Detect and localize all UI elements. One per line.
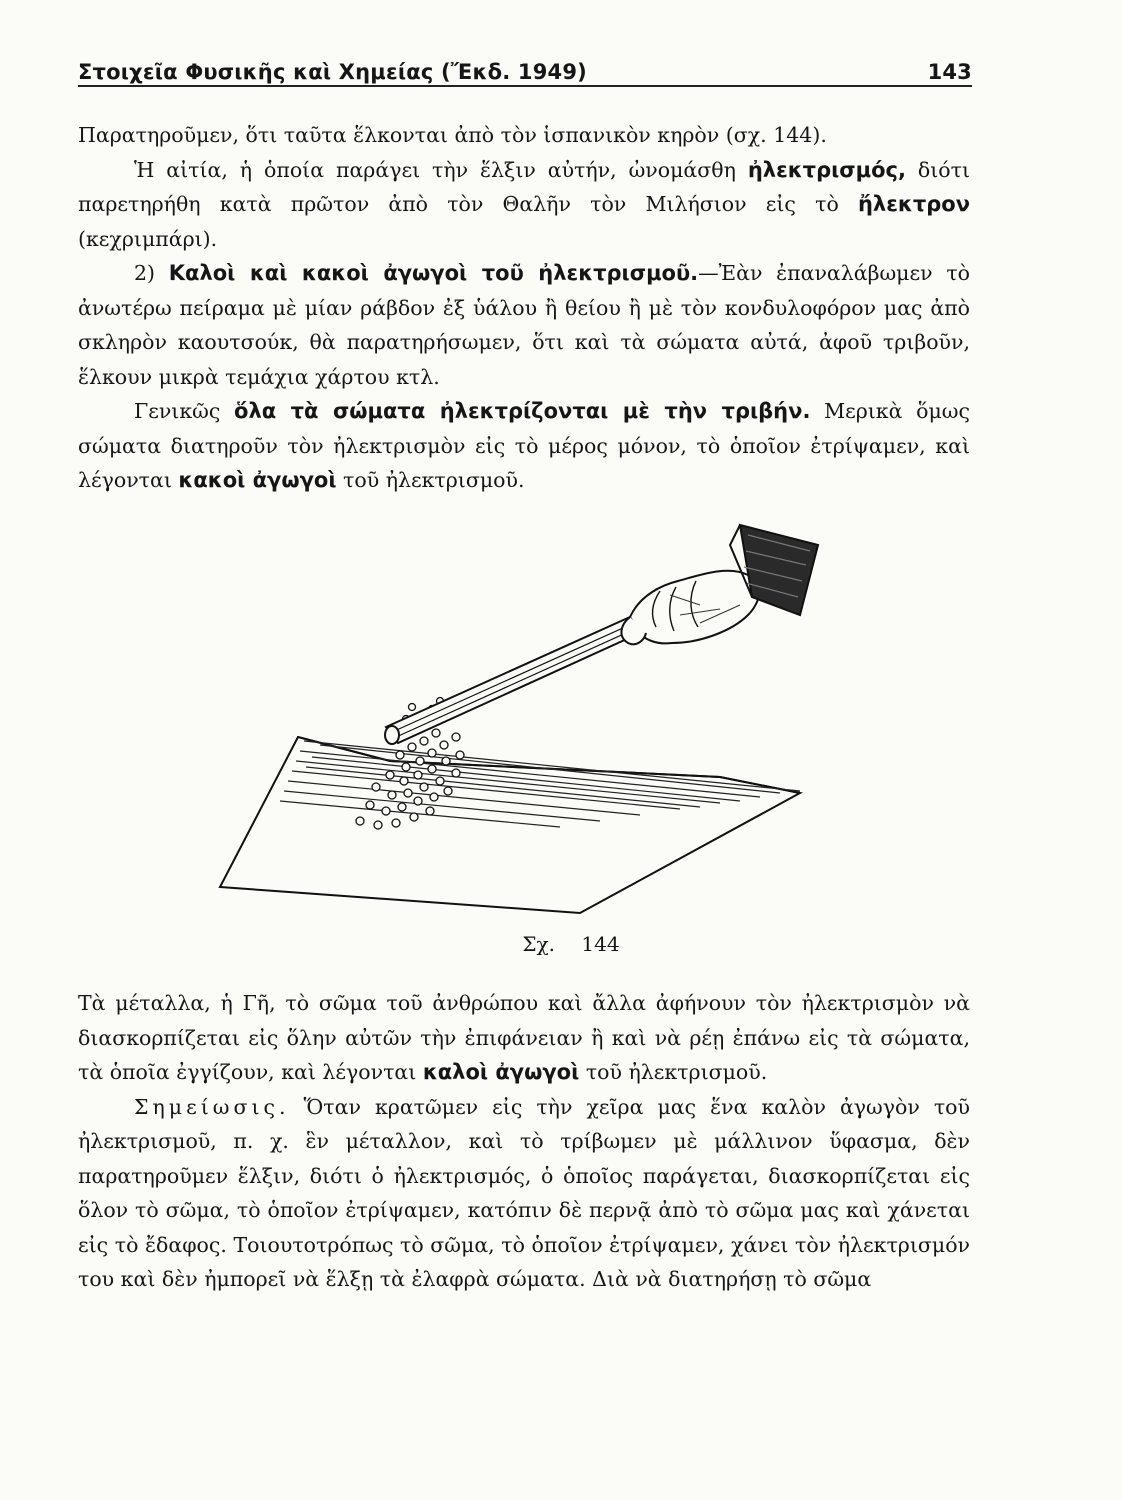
text-run: Γενικῶς	[134, 399, 235, 423]
text-run: τοῦ ἠλεκτρισμοῦ.	[336, 468, 525, 492]
bottom-text-block	[78, 986, 970, 1297]
text-run: Μερικὰ ὅμως σώματα διατηροῦν τὸν ἠλεκτρισμὸν εἰς τὸ μέρος μόνον, τὸ ὁποῖον ἐτρίψαμεν, καὶ λέγονται	[78, 399, 970, 492]
text-run: τοῦ ἠλεκτρισμοῦ.	[579, 1060, 768, 1084]
text-run: Ἡ αἰτία, ἡ ὁποία παράγει τὴν ἕλξιν αὐτήν, ὠνομάσθη	[134, 157, 748, 182]
term-electricity: ἠλεκτρισμός,	[747, 157, 906, 182]
paragraph-bad-conductors	[78, 394, 970, 498]
page-header	[78, 44, 972, 84]
figure-144-illustration	[200, 505, 840, 925]
paragraph-electricity-origin	[78, 153, 970, 257]
paper-sheet	[220, 737, 800, 913]
running-title: Στοιχεῖα Φυσικῆς καὶ Χημείας (Ἔκδ. 1949)	[78, 60, 587, 84]
caption-prefix: Σχ.	[522, 932, 556, 956]
top-text-block	[78, 118, 970, 498]
text-run: διότι παρετηρήθη κατὰ πρῶτον ἀπὸ τὸν Θαλῆν τὸν Μιλήσιον εἰς τὸ	[78, 157, 970, 216]
term-amber: ἤλεκτρον	[857, 192, 970, 216]
paragraph-note	[78, 1090, 970, 1297]
section-heading-conductors: Καλοὶ καὶ κακοὶ ἀγωγοὶ τοῦ ἠλεκτρισμοῦ.	[168, 261, 699, 285]
text-run: Ὅταν κρατῶμεν εἰς τὴν χεῖρα μας ἕνα καλὸν ἀγωγὸν τοῦ ἠλεκτρισμοῦ, π. χ. ἓν μέταλλον, καὶ τὸ τρίβωμεν μὲ μάλλινον ὕφασμα, δὲν παρατηροῦμεν ἕλξιν, διότι ὁ ἠλεκτρισμός, ὁ ὁποῖος παράγεται, διασκορπίζεται εἰς ὅλον τὸ σῶμα, τὸ ὁποῖον ἐτρίψαμεν, κατόπιν δὲ περνᾷ ἀπὸ τὸ σῶμα μας καὶ χάνεται εἰς τὸ ἔδαφος. Τοιουτοτρόπως τὸ σῶμα, τὸ ὁποῖον ἐτρίψαμεν, χάνει τὸν ἠλεκτρισμόν του καὶ δὲν ἠμπορεῖ νὰ ἕλξῃ τὰ ἐλαφρὰ σώματα. Διὰ νὰ διατηρήσῃ τὸ σῶμα	[78, 1094, 970, 1291]
wax-stick	[385, 617, 640, 744]
page-number: 143	[927, 60, 972, 84]
term-bad-conductors: κακοὶ ἀγωγοὶ	[178, 468, 337, 492]
text-run: Τὰ μέταλλα, ἡ Γῆ, τὸ σῶμα τοῦ ἀνθρώπου καὶ ἄλλα ἀφήνουν τὸν ἠλεκτρισμὸν νὰ διασκορπίζεται εἰς ὅλην αὐτῶν τὴν ἐπιφάνειαν ἢ καὶ νὰ ρέῃ ἐπάνω εἰς τὰ σώματα, τὰ ὁποῖα ἐγγίζουν, καὶ λέγονται	[78, 991, 970, 1084]
paragraph-conductors-section	[78, 256, 970, 394]
caption-number: 144	[581, 932, 620, 956]
header-rule	[78, 85, 972, 87]
text-run: (κεχριμπάρι).	[78, 226, 218, 251]
statement-all-bodies: ὅλα τὰ σώματα ἠλεκτρίζονται μὲ τὴν τριβήν.	[234, 399, 811, 423]
paragraph-observation-text: Παρατηροῦμεν, ὅτι ταῦτα ἕλκονται ἀπὸ τὸν ἱσπανικὸν κηρὸν (σχ. 144).	[78, 123, 827, 147]
paragraph-observation	[78, 118, 970, 153]
figure-caption	[0, 932, 1122, 956]
hand-illustration	[621, 525, 818, 644]
note-label: Σημείωσις.	[134, 1094, 290, 1119]
paragraph-good-conductors	[78, 986, 970, 1090]
text-run: —Ἐὰν ἐπαναλάβωμεν τὸ ἀνωτέρω πείραμα μὲ μίαν ράβδον ἐξ ὑάλου ἢ θείου ἢ μὲ τὸν κονδυλοφόρον μας ἀπὸ σκληρὸν καουτσούκ, θὰ παρατηρήσωμεν, ὅτι καὶ τὰ σώματα αὐτά, ἀφοῦ τριβοῦν, ἕλκουν μικρὰ τεμάχια χάρτου κτλ.	[78, 261, 970, 389]
term-good-conductors: καλοὶ ἀγωγοὶ	[422, 1060, 580, 1084]
section-number: 2)	[134, 261, 169, 285]
